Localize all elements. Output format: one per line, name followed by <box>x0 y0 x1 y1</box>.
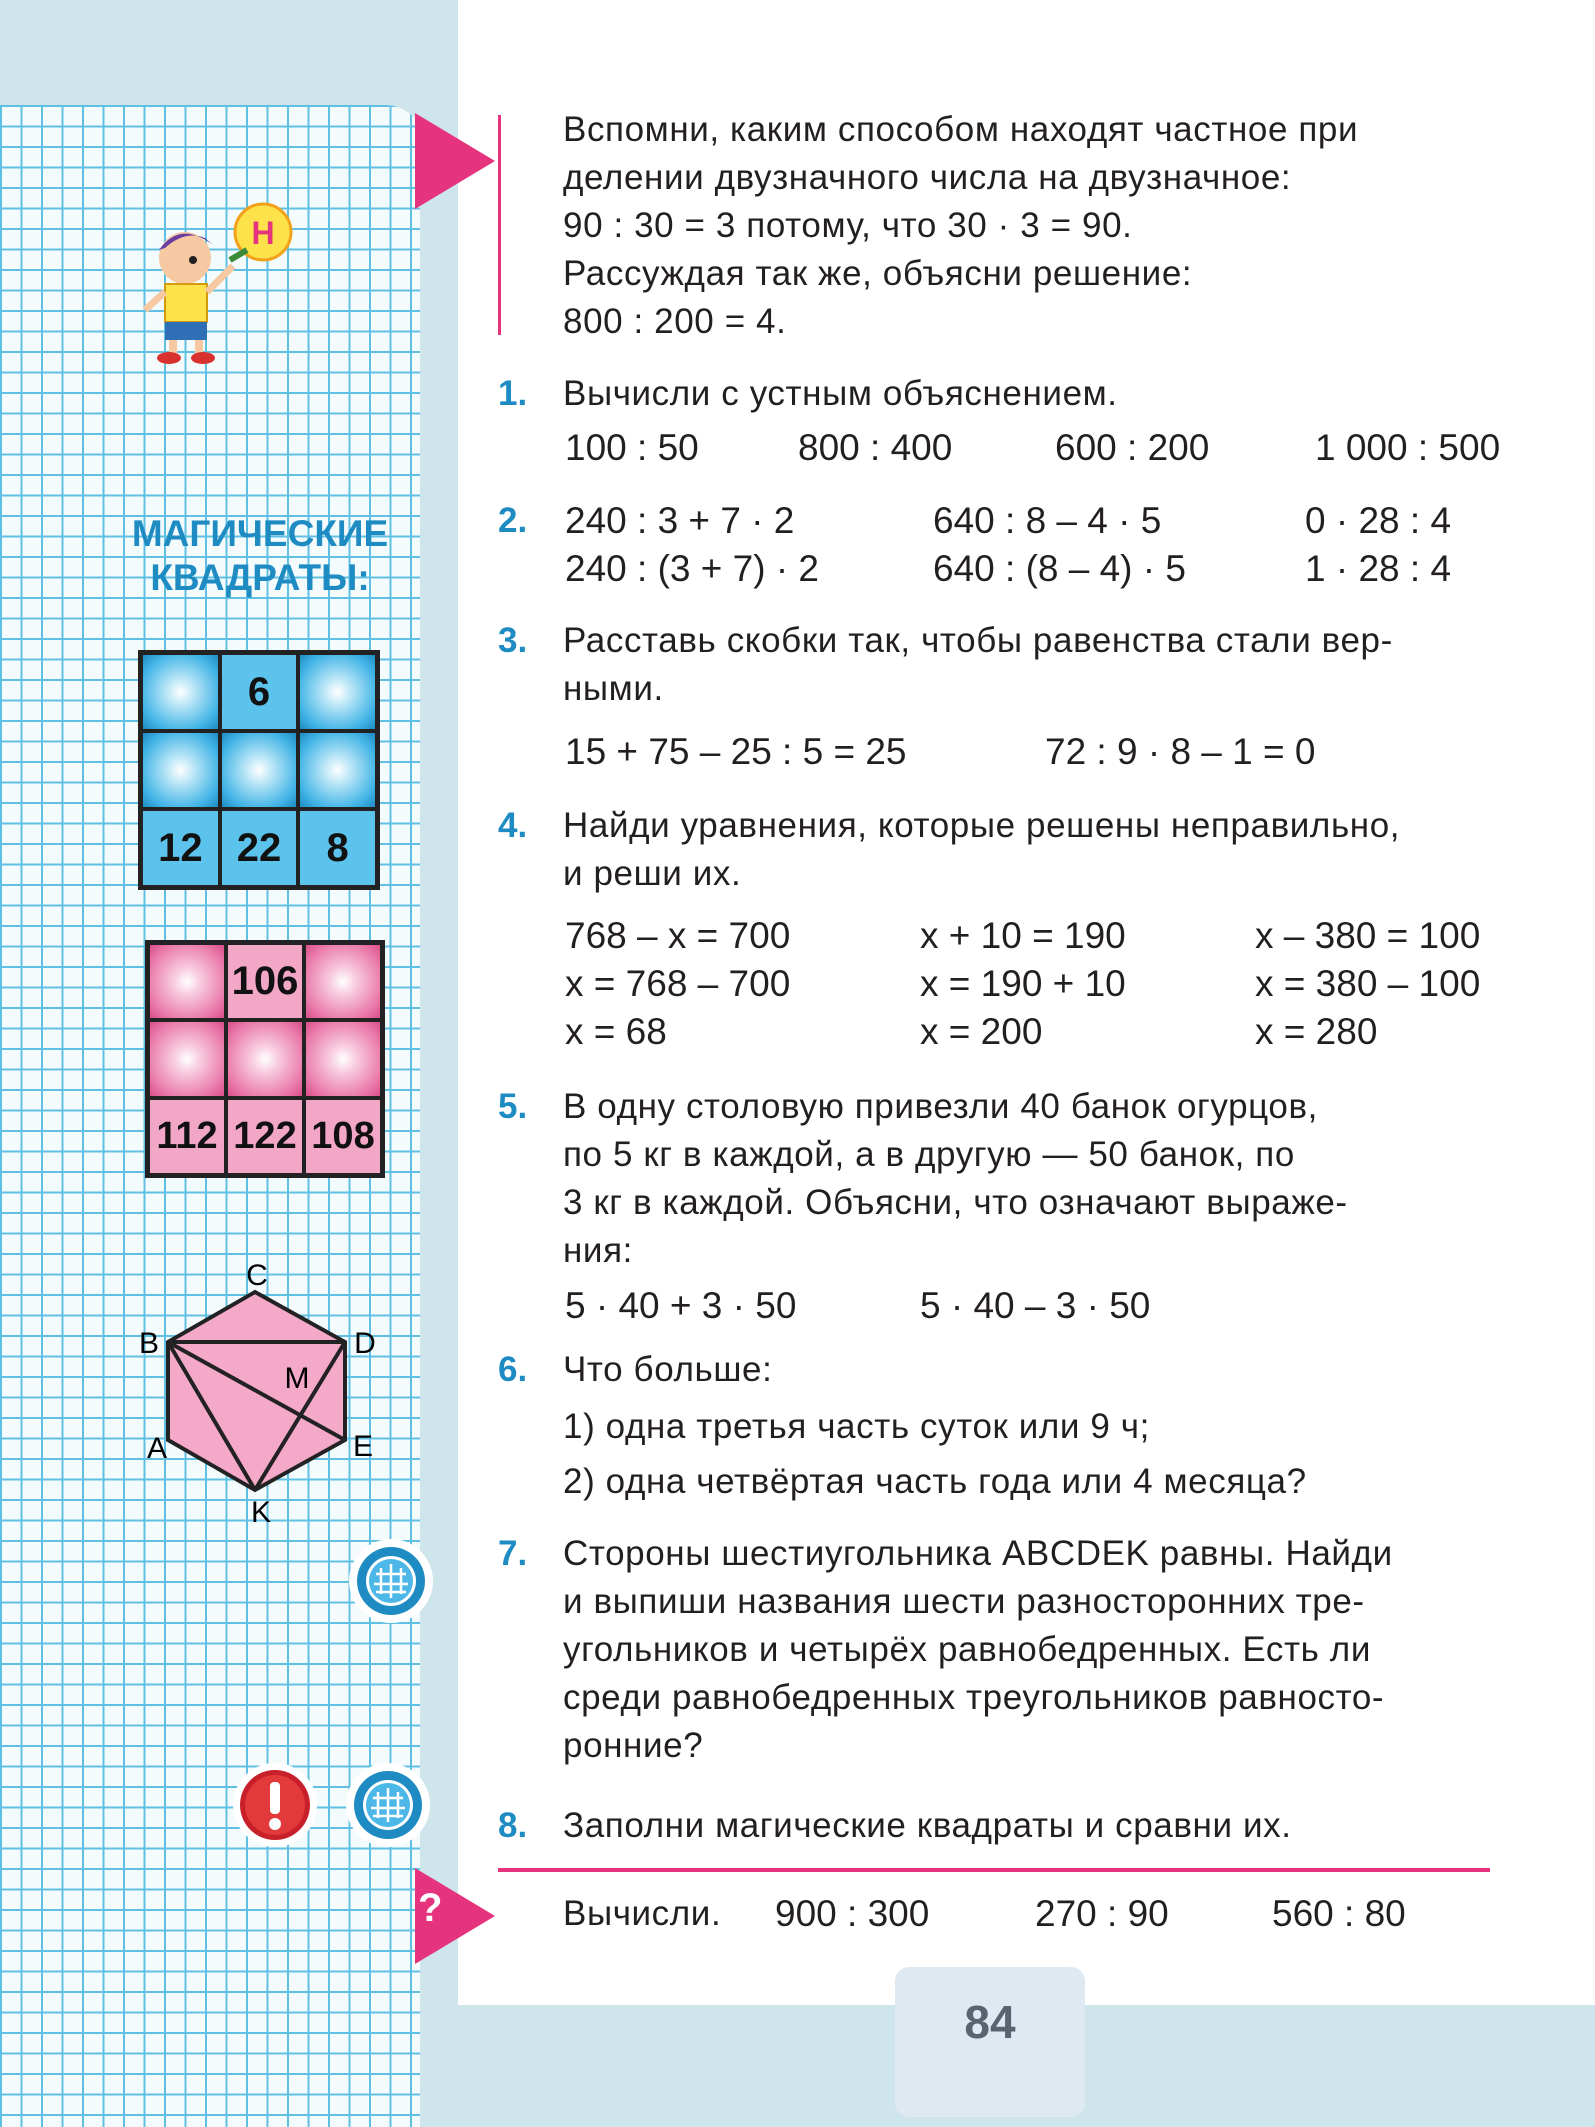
intro-line: Вспомни, каким способом находят частное при <box>563 110 1359 149</box>
exclamation-icon <box>232 1762 318 1848</box>
task-text: Заполни магические квадраты и сравни их. <box>563 1806 1292 1845</box>
magic-cell: 122 <box>226 1098 304 1175</box>
expression: 900 : 300 <box>775 1893 930 1934</box>
equation: x + 10 = 190 <box>920 915 1126 956</box>
point-label-m: M <box>284 1362 310 1395</box>
task-number: 8. <box>498 1806 528 1845</box>
task-text: В одну столовую привезли 40 банок огурцов, <box>563 1087 1319 1126</box>
magic-cell <box>304 1020 382 1097</box>
expression: 100 : 50 <box>565 427 699 468</box>
expression: 800 : 400 <box>798 427 953 468</box>
expression: 0 · 28 : 4 <box>1305 500 1452 541</box>
task-text: и выпиши названия шести разносторонних тре- <box>563 1582 1365 1621</box>
task-text: 3 кг в каждой. Объясни, что означают выраже- <box>563 1183 1348 1222</box>
magic-cell <box>141 731 220 809</box>
magic-cell <box>298 653 377 731</box>
magic-title-line: КВАДРАТЫ: <box>150 557 370 598</box>
magic-cell: 106 <box>226 943 304 1020</box>
vertex-label-c: C <box>246 1259 268 1292</box>
task-item: 1) одна третья часть суток или 9 ч; <box>563 1407 1150 1446</box>
equation: x = 200 <box>920 1011 1043 1052</box>
equation: x = 68 <box>565 1011 667 1052</box>
equation: x = 280 <box>1255 1011 1378 1052</box>
magic-cell <box>220 731 299 809</box>
expression: 15 + 75 – 25 : 5 = 25 <box>565 731 907 772</box>
task-number: 6. <box>498 1350 528 1389</box>
task-text: угольников и четырёх равнобедренных. Есть ли <box>563 1630 1371 1669</box>
equation: x = 768 – 700 <box>565 963 791 1004</box>
expression: 5 · 40 + 3 · 50 <box>565 1285 797 1326</box>
task-text: и реши их. <box>563 854 742 893</box>
intro-line: делении двузначного числа на двузначное: <box>563 158 1292 197</box>
character-letter: Н <box>251 215 275 251</box>
expression: 240 : (3 + 7) · 2 <box>565 548 819 589</box>
task-number: 3. <box>498 621 528 660</box>
magic-cell <box>226 1020 304 1097</box>
vertex-label-a: A <box>146 1432 168 1465</box>
magic-squares-title <box>120 512 400 600</box>
expression: 1 · 28 : 4 <box>1305 548 1452 589</box>
expression: 640 : (8 – 4) · 5 <box>933 548 1186 589</box>
magic-cell: 108 <box>304 1098 382 1175</box>
footer-rule <box>498 1868 1490 1872</box>
magic-cell <box>304 943 382 1020</box>
expression: 1 000 : 500 <box>1315 427 1501 468</box>
boy-character-icon <box>135 200 295 365</box>
expression: 270 : 90 <box>1035 1893 1169 1934</box>
expression: 600 : 200 <box>1055 427 1210 468</box>
task-text: ронние? <box>563 1726 704 1765</box>
magic-square-pink <box>145 940 385 1178</box>
expression: 5 · 40 – 3 · 50 <box>920 1285 1151 1326</box>
task-number: 7. <box>498 1534 528 1573</box>
vertex-label-b: B <box>138 1327 160 1360</box>
equation: 768 – x = 700 <box>565 915 791 956</box>
task-text: Стороны шестиугольника ABCDEK равны. Найди <box>563 1534 1393 1573</box>
grid-exercise-icon <box>348 1538 434 1624</box>
task-text: по 5 кг в каждой, а в другую — 50 банок, по <box>563 1135 1295 1174</box>
task-number: 4. <box>498 806 528 845</box>
task-text: среди равнобедренных треугольников равносто- <box>563 1678 1385 1717</box>
magic-cell <box>148 1020 226 1097</box>
vertex-label-k: K <box>250 1496 272 1529</box>
expression: 240 : 3 + 7 · 2 <box>565 500 795 541</box>
task-number: 1. <box>498 374 528 413</box>
magic-cell: 112 <box>148 1098 226 1175</box>
magic-cell: 6 <box>220 653 299 731</box>
intro-line: 800 : 200 = 4. <box>563 302 787 341</box>
hexagon-diagram <box>135 1250 395 1530</box>
question-mark: ? <box>418 1886 443 1930</box>
page-number: 84 <box>895 1967 1085 2117</box>
magic-square-blue <box>138 650 380 890</box>
vertex-label-e: E <box>352 1430 374 1463</box>
equation: x – 380 = 100 <box>1255 915 1481 956</box>
intro-rule <box>498 115 501 335</box>
vertex-label-d: D <box>354 1327 376 1360</box>
intro-line: Рассуждая так же, объясни решение: <box>563 254 1193 293</box>
task-text: ния: <box>563 1231 633 1270</box>
expression: 560 : 80 <box>1272 1893 1406 1934</box>
magic-cell <box>298 731 377 809</box>
task-text: Найди уравнения, которые решены неправильно, <box>563 806 1401 845</box>
equation: x = 190 + 10 <box>920 963 1126 1004</box>
expression: 640 : 8 – 4 · 5 <box>933 500 1162 541</box>
magic-cell: 22 <box>220 809 299 887</box>
task-text: Вычисли с устным объяснением. <box>563 374 1118 413</box>
intro-marker-icon <box>415 113 495 209</box>
magic-cell: 12 <box>141 809 220 887</box>
task-number: 2. <box>498 501 528 540</box>
intro-line: 90 : 30 = 3 потому, что 30 · 3 = 90. <box>563 206 1133 245</box>
task-text: ными. <box>563 669 664 708</box>
footer-task-label: Вычисли. <box>563 1894 722 1933</box>
task-number: 5. <box>498 1087 528 1126</box>
magic-cell <box>148 943 226 1020</box>
task-text: Расставь скобки так, чтобы равенства стали вер- <box>563 621 1393 660</box>
equation: x = 380 – 100 <box>1255 963 1481 1004</box>
task-text: Что больше: <box>563 1350 773 1389</box>
task-item: 2) одна четвёртая часть года или 4 месяца? <box>563 1462 1307 1501</box>
magic-cell: 8 <box>298 809 377 887</box>
expression: 72 : 9 · 8 – 1 = 0 <box>1045 731 1316 772</box>
magic-cell <box>141 653 220 731</box>
magic-title-line: МАГИЧЕСКИЕ <box>131 513 389 554</box>
grid-exercise-icon <box>345 1762 431 1848</box>
